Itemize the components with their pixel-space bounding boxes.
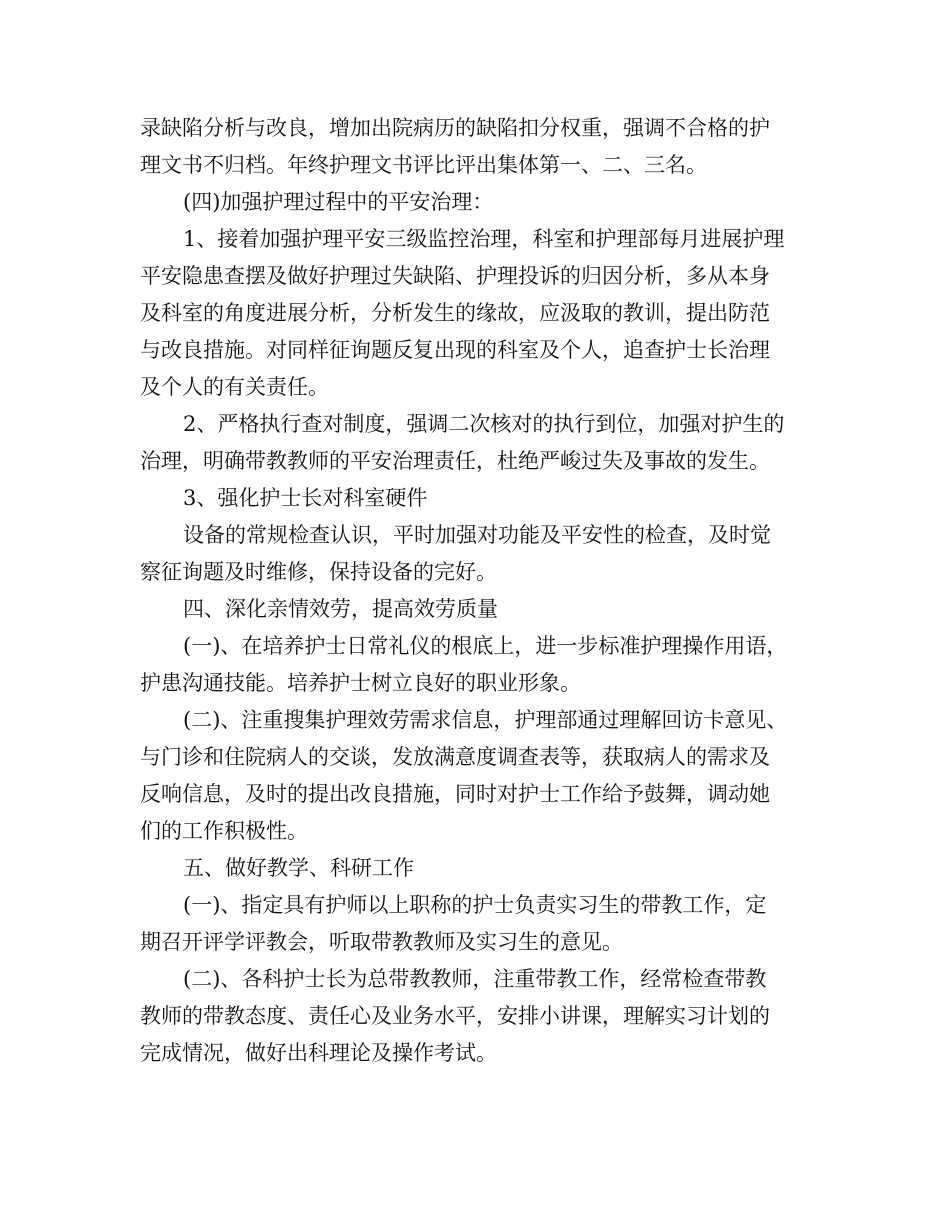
text-line: (一)、指定具有护师以上职称的护士负责实习生的带教工作，定 (183, 893, 767, 917)
text-line: 设备的常规检查认识，平时加强对功能及平安性的检查，及时觉 (183, 523, 771, 547)
text-line: 与门诊和住院病人的交谈，发放满意度调查表等，获取病人的需求及 (140, 745, 770, 769)
text-line: 完成情况，做好出科理论及操作考试。 (140, 1041, 497, 1065)
text-line: 3、强化护士长对科室硬件 (183, 486, 428, 510)
text-line: (一)、在培养护士日常礼仪的根底上，进一步标准护理操作用语， (183, 634, 788, 658)
text-line: 1、接着加强护理平安三级监控治理，科室和护理部每月进展护理 (183, 227, 785, 251)
text-line: 理文书不归档。年终护理文书评比评出集体第一、二、三名。 (140, 153, 707, 177)
text-line: 录缺陷分析与改良，增加出院病历的缺陷扣分权重，强调不合格的护 (140, 116, 770, 140)
text-line: (二)、各科护士长为总带教教师，注重带教工作，经常检查带教 (183, 967, 767, 991)
text-line: 与改良措施。对同样征询题反复出现的科室及个人，追查护士长治理 (140, 338, 770, 362)
text-line: 四、深化亲情效劳，提高效劳质量 (183, 597, 498, 621)
text-line: 五、做好教学、科研工作 (183, 856, 414, 880)
text-line: 护患沟通技能。培养护士树立良好的职业形象。 (140, 671, 581, 695)
document-body (140, 110, 830, 1072)
text-line: 们的工作积极性。 (140, 819, 308, 843)
text-line: 平安隐患查摆及做好护理过失缺陷、护理投诉的归因分析，多从本身 (140, 264, 770, 288)
text-line: 及科室的角度进展分析，分析发生的缘故，应汲取的教训，提出防范 (140, 301, 770, 325)
text-line: 察征询题及时维修，保持设备的完好。 (140, 560, 497, 584)
text-line: (四)加强护理过程中的平安治理： (183, 190, 494, 214)
text-line: 期召开评学评教会，听取带教教师及实习生的意见。 (140, 930, 623, 954)
text-line: 2、严格执行查对制度，强调二次核对的执行到位，加强对护生的 (183, 412, 785, 436)
text-line: 教师的带教态度、责任心及业务水平，安排小讲课，理解实习计划的 (140, 1004, 770, 1028)
text-line: 及个人的有关责任。 (140, 375, 329, 399)
text-line: 反响信息，及时的提出改良措施，同时对护士工作给予鼓舞，调动她 (140, 782, 770, 806)
text-line: 治理，明确带教教师的平安治理责任，杜绝严峻过失及事故的发生。 (140, 449, 770, 473)
text-line: (二)、注重搜集护理效劳需求信息，护理部通过理解回访卡意见、 (183, 708, 788, 732)
